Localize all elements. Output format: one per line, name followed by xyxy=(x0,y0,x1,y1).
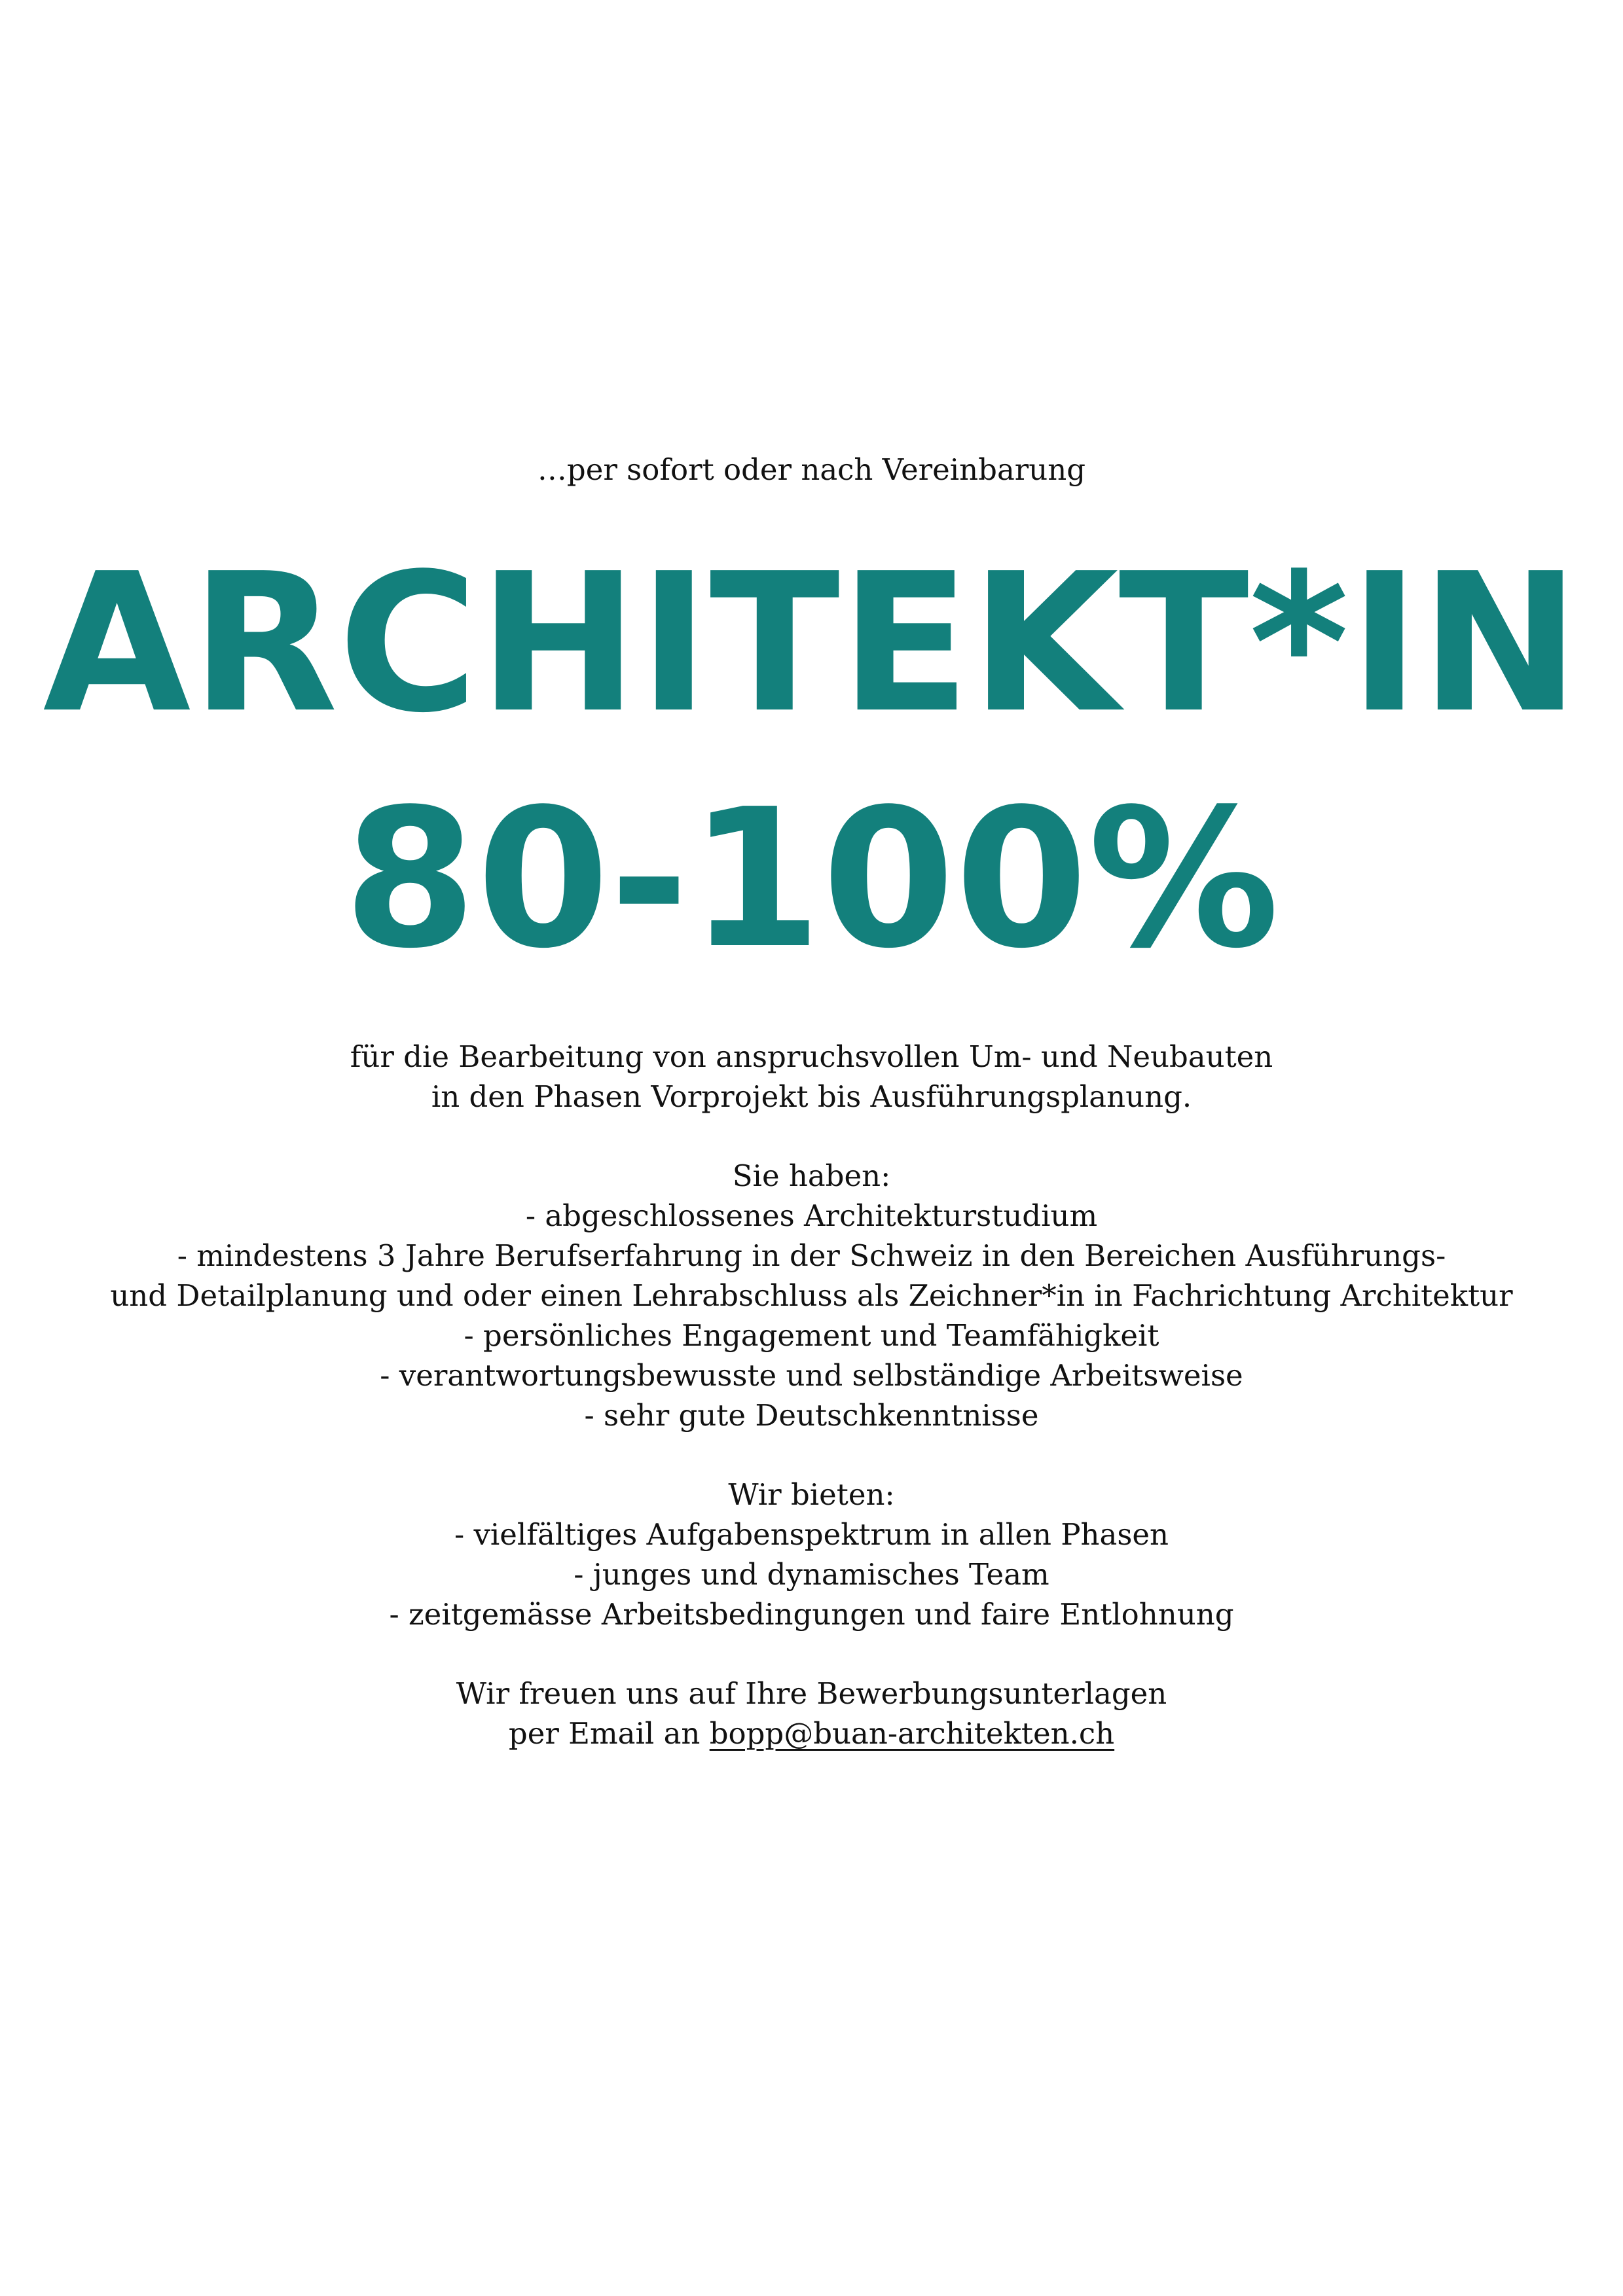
tagline: …per sofort oder nach Vereinbarung xyxy=(537,452,1086,487)
offer-heading: Wir bieten: xyxy=(728,1477,895,1512)
email-link[interactable]: bopp@buan-architekten.ch xyxy=(709,1716,1115,1751)
requirement-item: - mindestens 3 Jahre Berufserfahrung in der Schweiz in den Bereichen Ausführungs- xyxy=(177,1238,1446,1273)
job-title: ARCHITEKT*IN xyxy=(43,532,1580,755)
requirement-item: - sehr gute Deutschkenntnisse xyxy=(584,1398,1039,1433)
offer-item: - zeitgemässe Arbeitsbedingungen und faire Entlohnung xyxy=(389,1597,1234,1632)
email-line xyxy=(0,1714,1623,1753)
requirement-item: - persönliches Engagement und Teamfähigkeit xyxy=(464,1318,1159,1353)
offer-item: - junges und dynamisches Team xyxy=(574,1557,1049,1592)
requirement-item: und Detailplanung und oder einen Lehrabschluss als Zeichner*in in Fachrichtung Architektur xyxy=(110,1278,1513,1313)
requirement-item: - verantwortungsbewusste und selbständige Arbeitsweise xyxy=(380,1358,1243,1393)
intro-line-1: für die Bearbeitung von anspruchsvollen Um- und Neubauten xyxy=(350,1039,1273,1074)
workload-percentage: 80-100% xyxy=(343,768,1280,990)
intro-line-2: in den Phasen Vorprojekt bis Ausführungsplanung. xyxy=(431,1079,1192,1114)
offer-item: - vielfältiges Aufgabenspektrum in allen Phasen xyxy=(454,1517,1169,1552)
closing-line: Wir freuen uns auf Ihre Bewerbungsunterlagen xyxy=(456,1676,1167,1711)
email-prefix: per Email an xyxy=(508,1716,710,1751)
requirements-heading: Sie haben: xyxy=(732,1158,891,1193)
requirement-item: - abgeschlossenes Architekturstudium xyxy=(525,1198,1098,1233)
